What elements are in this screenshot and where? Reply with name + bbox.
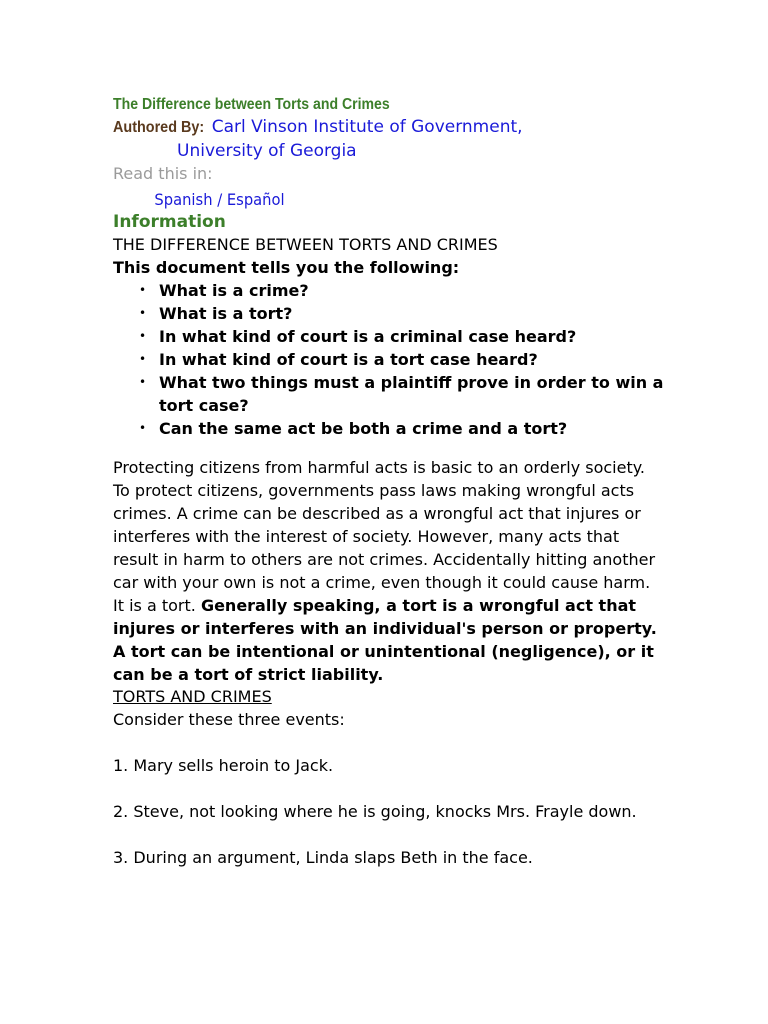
question-text: What two things must a plaintiff prove in order to win a tort case? <box>159 373 664 415</box>
paragraph-plain-text: Protecting citizens from harmful acts is basic to an orderly society. To protect citizens, governments pass laws making wrongful acts crimes. A crime can be described as a wrongful act that injures or interferes with the interest of society. However, many acts that result in harm to others are not crimes. Accidentally hitting another car with your own is not a crime, even though it could cause harm. It is a tort. <box>113 458 656 615</box>
author-link[interactable]: Carl Vinson Institute of Government, <box>211 117 523 137</box>
torts-and-crimes-heading: TORTS AND CRIMES <box>113 687 272 706</box>
list-item <box>139 417 673 440</box>
list-item <box>139 348 673 371</box>
bullet-icon: • <box>139 421 147 435</box>
event-item: 3. During an argument, Linda slaps Beth in the face. <box>113 848 533 867</box>
question-text: In what kind of court is a criminal case heard? <box>159 327 577 346</box>
section-caps-title: THE DIFFERENCE BETWEEN TORTS AND CRIMES <box>113 235 498 254</box>
information-heading: Information <box>113 212 226 232</box>
list-item <box>139 325 673 348</box>
bullet-icon: • <box>139 352 147 366</box>
consider-text: Consider these three events: <box>113 710 345 729</box>
bullet-icon: • <box>139 283 147 297</box>
list-item <box>139 371 673 417</box>
bullet-icon: • <box>139 329 147 343</box>
bullet-icon: • <box>139 375 147 389</box>
intro-text: This document tells you the following: <box>113 258 460 277</box>
read-this-in-label: Read this in: <box>113 164 213 183</box>
author-link-continued[interactable]: University of Georgia <box>177 141 357 161</box>
question-text: In what kind of court is a tort case heard? <box>159 350 538 369</box>
list-item <box>139 302 673 325</box>
question-list <box>113 279 673 440</box>
authored-by-label: Authored By: <box>113 119 205 136</box>
spanish-language-link[interactable]: Spanish / Español <box>154 190 285 209</box>
document-page <box>113 94 673 869</box>
paragraph-bold-text: Generally speaking, a tort is a wrongful act that injures or interferes with an individual's person or property. A tort can be intentional or unintentional (negligence), or it can be a tort of strict liability. <box>113 596 657 684</box>
author-line <box>113 116 673 139</box>
question-text: Can the same act be both a crime and a tort? <box>159 419 568 438</box>
question-text: What is a tort? <box>159 304 293 323</box>
bullet-icon: • <box>139 306 147 320</box>
document-title: The Difference between Torts and Crimes <box>113 96 390 113</box>
event-item: 1. Mary sells heroin to Jack. <box>113 756 334 775</box>
question-text: What is a crime? <box>159 281 309 300</box>
event-item: 2. Steve, not looking where he is going, knocks Mrs. Frayle down. <box>113 802 637 821</box>
list-item <box>139 279 673 302</box>
body-paragraph <box>113 456 665 686</box>
